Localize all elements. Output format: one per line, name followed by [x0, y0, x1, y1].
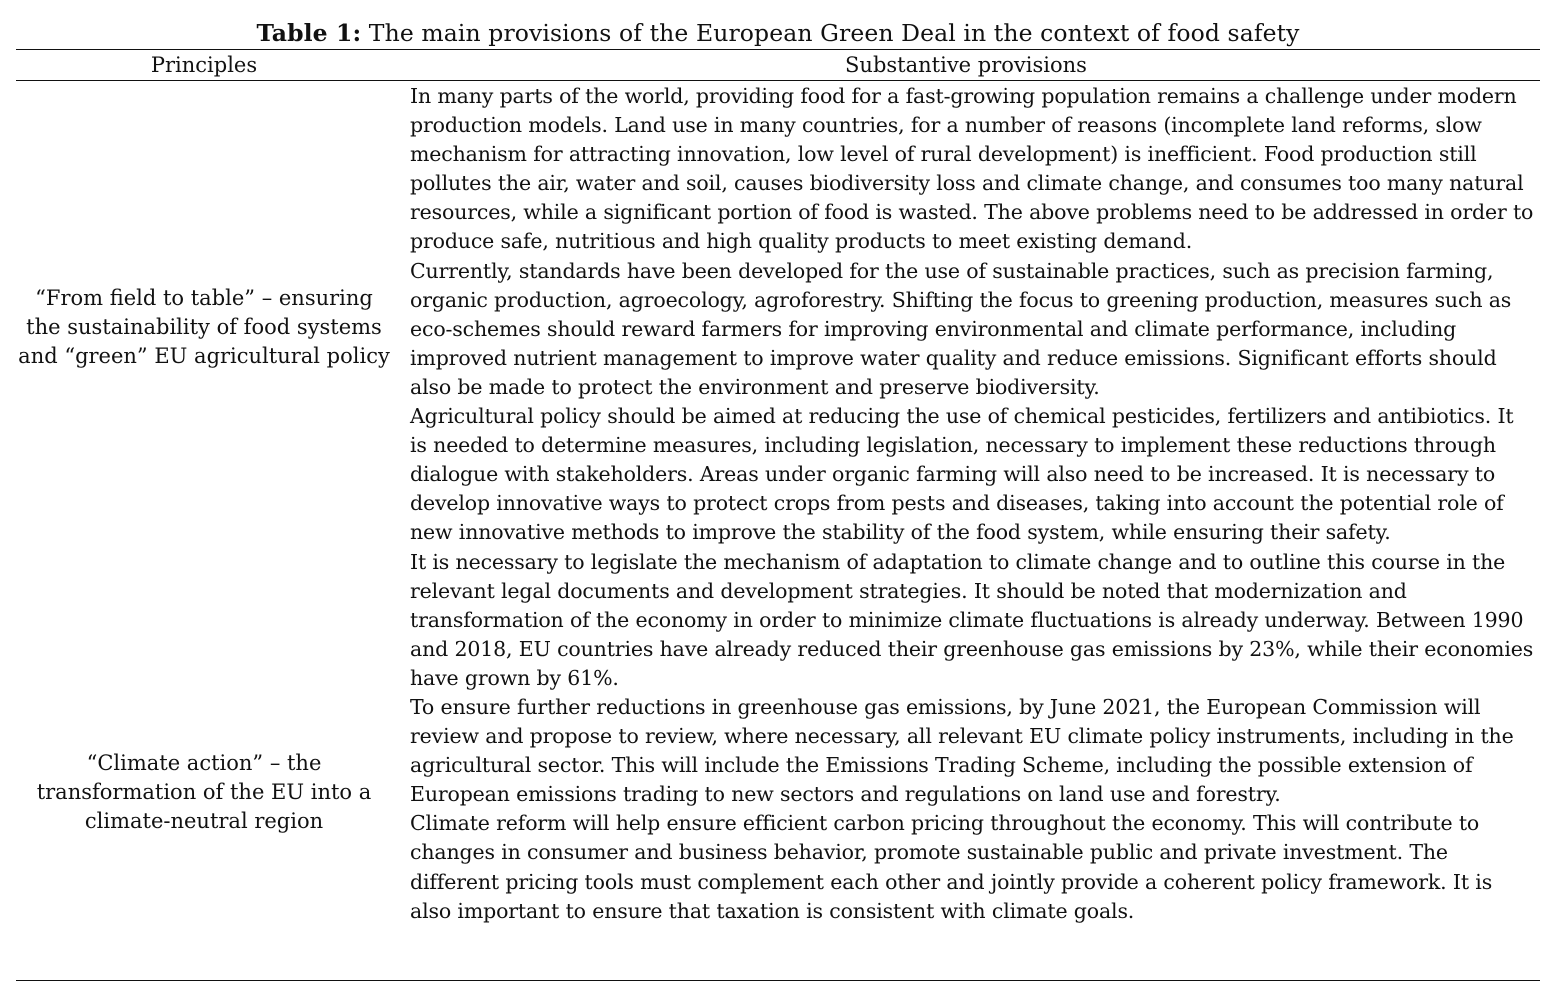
table-caption — [16, 16, 1540, 50]
provision-paragraph: It is necessary to legislate the mechanism of adaptation to climate change and to outline this course in the relevant legal documents and development strategies. It should be noted that modernization and transformation of the economy in order to minimize climate fluctuations is already underway. Between 1990 and 2018, EU countries have already reduced their greenhouse gas emissions by 23%, while their economies have grown by 61%. — [410, 549, 1534, 690]
principle-field-to-table: “From field to table” – ensuring the sustainability of food systems and “green” EU agricultural policy — [18, 286, 390, 369]
table-bottom-rule — [16, 980, 1540, 981]
table-caption-text: The main provisions of the European Green Deal in the context of food safety — [361, 19, 1300, 47]
table-caption-label: Table 1: — [256, 19, 362, 47]
provision-paragraph: Climate reform will help ensure efficient carbon pricing throughout the economy. This will contribute to changes in consumer and business behavior, promote sustainable public and private investment. The different pricing tools must complement each other and jointly provide a coherent policy framework. It is also important to ensure that taxation is consistent with climate goals. — [410, 811, 1493, 923]
provision-paragraph: In many parts of the world, providing food for a fast-growing population remains a challenge under modern production models. Land use in many countries, for a number of reasons (incomplete land reforms, slow mechanism for attracting innovation, low level of rural development) is inefficient. Food production still pollutes the air, water and soil, causes biodiversity loss and climate change, and consumes too many natural resources, while a significant portion of food is wasted. The above problems need to be addressed in order to produce safe, nutritious and high quality products to meet existing demand. — [410, 84, 1534, 254]
column-header-principles: Principles — [150, 53, 258, 77]
provision-paragraph: Currently, standards have been developed for the use of sustainable practices, such as precision farming, organic production, agroecology, agroforestry. Shifting the focus to greening production, measures such as eco-schemes should reward farmers for improving environmental and climate performance, including improved nutrient management to improve water quality and reduce emissions. Significant efforts should also be made to protect the environment and preserve biodiversity. — [410, 258, 1512, 399]
principle-climate-action: “Climate action” – the transformation of the EU into a climate-neutral region — [36, 751, 372, 834]
provision-paragraph: Agricultural policy should be aimed at reducing the use of chemical pesticides, fertilizers and antibiotics. It is needed to determine measures, including legislation, necessary to implement these reductions through dialogue with stakeholders. Areas under organic farming will also need to be increased. It is necessary to develop innovative ways to protect crops from pests and diseases, taking into account the potential role of new innovative methods to improve the stability of the food system, while ensuring their safety. — [410, 404, 1514, 545]
provisions-column — [410, 82, 1535, 926]
header-rule — [16, 80, 1540, 81]
provision-paragraph: To ensure further reductions in greenhouse gas emissions, by June 2021, the European Commission will review and propose to review, where necessary, all relevant EU climate policy instruments, including in the agricultural sector. This will include the Emissions Trading Scheme, including the possible extension of European emissions trading to new sectors and regulations on land use and forestry. — [410, 694, 1514, 807]
column-header-provisions: Substantive provisions — [845, 53, 1087, 77]
